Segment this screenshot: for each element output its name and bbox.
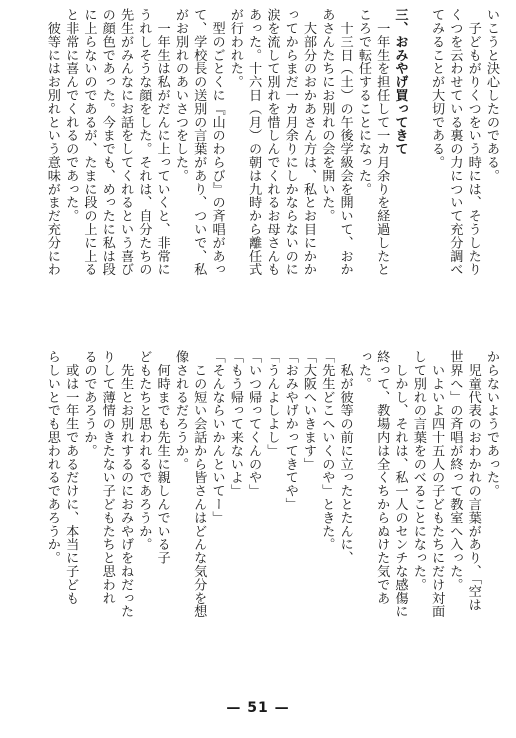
text-column: った。 [355, 350, 371, 391]
text-column: りして薄情のきたない子どもたちと思われ [99, 350, 115, 605]
text-column: 「大阪へいきます」 [301, 350, 317, 471]
text-column: いこうと決心したのである。 [484, 8, 499, 183]
text-column: るのであろうか。 [81, 350, 97, 458]
text-column: 「うんよしよし」 [264, 350, 280, 458]
text-column: 涙を流して別れを惜しんでくれるお母さんも [264, 8, 280, 276]
text-column: して別れの言葉をのべることになった。 [410, 350, 426, 592]
text-column: 型のごとくに『山のわらび』の斉唱があっ [209, 8, 225, 276]
text-column: 「先生どこへいくのや」ときた。 [319, 350, 335, 551]
text-column: あった。十六日（月）の朝は九時から離任式 [246, 8, 262, 276]
text-column [409, 8, 427, 342]
text-column: 子どもがりくつをいう時には、そうしたり [465, 8, 481, 276]
text-column: ってからまだ一カ月余りにしかならないのに [282, 8, 298, 276]
text-column: の顔色であった。今までも、めったに私は段 [99, 8, 115, 276]
text-column: 世界へ」の斉唱が終って教室へ入った。 [447, 350, 463, 592]
text-column: 児童代表のおわかれの言葉があり、「空は [465, 350, 481, 612]
text-column: いよいよ四十五人の子どもたちにだけ対面 [429, 350, 445, 618]
text-column: ころで転任することになった。 [355, 8, 371, 196]
text-column: 「もう帰って来ないよ」 [227, 350, 243, 498]
text-column: うれしそうな顔をした。それは、自分たちの [136, 8, 152, 276]
text-column: がお別れのあいさつをした。 [172, 8, 188, 183]
text-column: 或は一年生であるだけに、本当に子ども [63, 350, 79, 605]
text-column: からないようであった。 [484, 350, 499, 498]
text-column: 「いつ帰ってくんのや」 [246, 350, 262, 498]
text-column: 像されるだろうか。 [172, 350, 188, 471]
text-column: 彼等にはお別れという意味がまだ充分にわ [44, 8, 60, 276]
text-column: 一年生を担任して一カ月余りを経過したと [374, 8, 390, 276]
text-column: て、学校長の送別の言葉があり、ついで、私 [191, 8, 207, 276]
text-column: 私が彼等の前に立ったとたんに、 [337, 350, 353, 565]
text-column: 「そんならいかんといてー」 [209, 350, 225, 525]
text-column: が行われた。 [227, 8, 243, 89]
text-column: 「おみやげかってきてや」 [282, 350, 298, 511]
page-number: — 51 — [226, 700, 290, 716]
section-heading: 三、おみやげ買ってきて [392, 8, 408, 156]
text-tier-bottom [16, 350, 500, 686]
text-column: 先生とお別れするのにおみやげをねだった [118, 350, 134, 618]
text-column: てみることが大切である。 [429, 8, 445, 169]
text-column: どもたちと思われるであろうか。 [136, 350, 152, 551]
text-column: この短い会話から皆さんはどんな気分を想 [191, 350, 207, 618]
text-column: と非常に喜んでくれるのであった。 [63, 8, 79, 223]
text-column: 一年生は私がだんに上っていくと、非常に [154, 8, 170, 276]
text-column: に上らないのであるが、たまに段の上に上る [81, 8, 97, 276]
text-column: 先生がみんなにお話をしてくれるという喜び [118, 8, 134, 276]
text-column: くつを云わせている裏の力について充分調べ [447, 8, 463, 276]
text-column: 十三日（土）の午後学級会を開いて、おか [337, 8, 353, 276]
text-column: あさんたちにお別れの会を開いた。 [319, 8, 335, 223]
text-column: らしいとでも思われるであろうか。 [44, 350, 60, 565]
text-column: 何時までも先生に親しんでいる子 [154, 350, 170, 565]
text-column: しかし、それは、私一人のセンチな感傷に [392, 350, 408, 618]
text-column: 終って、教場内は全くちからぬけた気であ [374, 350, 390, 605]
text-tier-top [16, 8, 500, 342]
text-column: 大部分のおかあさん方は、私とお目にかか [301, 8, 317, 276]
